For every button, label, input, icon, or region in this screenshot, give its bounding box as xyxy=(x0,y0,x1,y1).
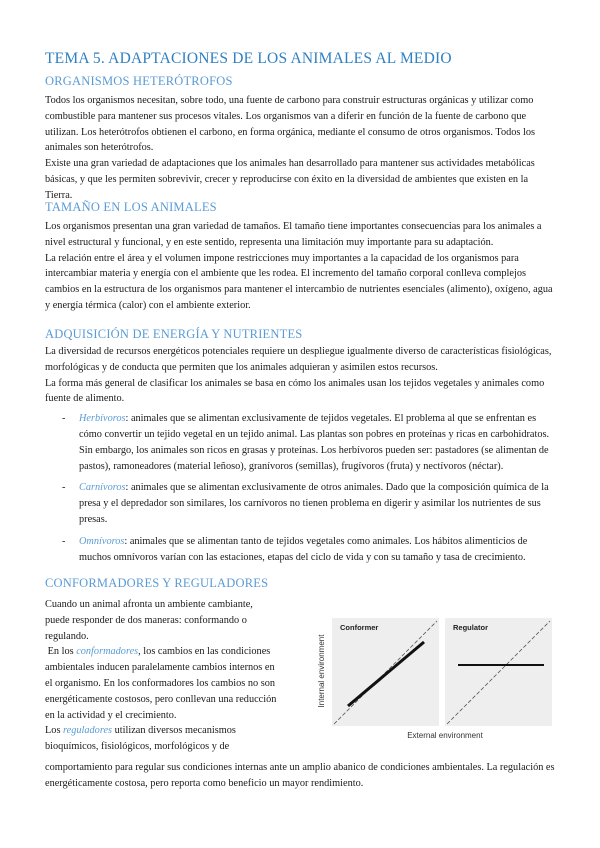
heading-heterotrofos: ORGANISMOS HETERÓTROFOS xyxy=(45,74,233,88)
list-item-omnivoros: - Omnívoros: animales que se alimentan tanto de tejidos vegetales como animales. Los hábitos alimenticios de muchos omnívoros varían con las estaciones, etapas del ciclo de vida y con su tamaño y tasa de crecimiento. xyxy=(62,535,528,563)
panel-regulator-title: Regulator xyxy=(453,623,489,632)
list-item-text: : animales que se alimentan tanto de tejidos vegetales como animales. Los hábitos alimenticios de muchos omnívoros varían con las estaciones, etapas del ciclo de vida y con su tamaño y tasa de crecimiento. xyxy=(79,535,528,563)
panel-conformer-title: Conformer xyxy=(340,623,379,632)
x-axis-label: External environment xyxy=(407,731,483,740)
diet-list xyxy=(45,411,557,565)
paragraph: Todos los organismos necesitan, sobre todo, una fuente de carbono para construir estructuras orgánicas y utilizar como combustible para mantener sus procesos vitales. Los organismos van a diferir en función de la fuente de carbono que utilizan. Los heterótrofos obtienen el carbono, en forma orgánica, mediante el consumo de otros organismos. Todos los animales son heterótrofos. xyxy=(45,95,535,154)
list-item-text: : animales que se alimentan exclusivamente de otros animales. Dado que la composición química de la presa y el depredador son similares, los carnívoros no tienen problema en digerir y asimilar los nutrientes de sus presas. xyxy=(79,482,549,525)
section-tamano xyxy=(45,200,557,314)
list-item-herbivoros: - Herbívoros: animales que se alimentan exclusivamente de tejidos vegetales. El problema al que se enfrentan es cómo convertir un tejido vegetal en un tejido animal. Las plantas son pobres en proteínas y ricas en carbohidratos. Sin embargo, los animales son ricos en grasas y proteínas. Los herbívoros pueden ser: pastadores (se alimentan de pastos), ramoneadores (material leñoso), granívoros (semillas), frugívoros (fruta) y nectívoros (néctar). xyxy=(62,413,550,472)
section-conformadores xyxy=(45,576,280,755)
section-adquisicion xyxy=(45,327,557,571)
paragraph: La diversidad de recursos energéticos potenciales requiere un despliegue igualmente diverso de características fisiológicas, morfológicas y de conducta que permiten que los animales adquieran y asimilen estos recursos. xyxy=(45,346,552,373)
term-conformadores: conformadores xyxy=(76,646,139,658)
paragraph: En los conformadores, los cambios en las condiciones ambientales inducen paralelamente cambios internos en el organismo. En los conformadores los cambios no son energéticamente costosos, pero conllevan una reducción en la actividad y el crecimiento. xyxy=(45,646,277,721)
section-heterotrofos xyxy=(45,74,557,204)
y-axis-label: Internal environment xyxy=(317,634,326,708)
paragraph: Existe una gran variedad de adaptaciones que los animales han desarrollado para mantener sus actividades metabólicas básicas, y que les permiten sobrevivir, crecer y reproducirse con éxito en la diversidad de ambientes que existen en la Tierra. xyxy=(45,158,535,201)
paragraph: Los reguladores utilizan diversos mecanismos bioquímicos, fisiológicos, morfológicos y de xyxy=(45,725,236,753)
paragraph: La relación entre el área y el volumen impone restricciones muy importantes a la capacidad de los organismos para intercambiar materia y energía con el ambiente que les rodea. El incremento del tamaño corporal conlleva complejos cambios en la estructura de los organismos para mantener el intercambio de nutrientes esenciales (alimento), oxígeno, agua y energía térmica (calor) con el ambiente exterior. xyxy=(45,252,553,311)
term-herbivoros: Herbívoros xyxy=(79,413,126,425)
title-block xyxy=(45,50,557,68)
list-item-carnivoros: - Carnívoros: animales que se alimentan exclusivamente de otros animales. Dado que la composición química de la presa y el depredador son similares, los carnívoros no tienen problema en digerir y asimilar los nutrientes de sus presas. xyxy=(62,482,549,525)
paragraph: La forma más general de clasificar los animales se basa en cómo los animales usan los tejidos vegetales y animales como fuente de alimento. xyxy=(45,377,545,405)
heading-adquisicion: ADQUISICIÓN DE ENERGÍA Y NUTRIENTES xyxy=(45,327,303,341)
term-carnivoros: Carnívoros xyxy=(79,482,126,494)
conformer-regulator-figure xyxy=(312,606,572,746)
paragraph: Cuando un animal afronta un ambiente cambiante, puede responder de dos maneras: conformando o regulando. xyxy=(45,599,253,642)
term-omnivoros: Omnívoros xyxy=(79,535,125,547)
paragraph: Los organismos presentan una gran variedad de tamaños. El tamaño tiene importantes consecuencias para los animales a nivel estructural y funcional, y en este sentido, representa una limitación muy importante para su adaptación. xyxy=(45,221,542,248)
section-conformadores-continued xyxy=(45,760,557,792)
heading-tamano: TAMAÑO EN LOS ANIMALES xyxy=(45,200,217,214)
heading-conformadores: CONFORMADORES Y REGULADORES xyxy=(45,576,269,590)
figure-svg xyxy=(312,606,572,746)
paragraph: comportamiento para regular sus condiciones internas ante un amplio abanico de condiciones ambientales. La regulación es energéticamente costosa, pero reporta como beneficio un mayor rendimiento. xyxy=(45,762,555,789)
page-title: TEMA 5. ADAPTACIONES DE LOS ANIMALES AL MEDIO xyxy=(45,50,452,67)
term-reguladores: reguladores xyxy=(63,725,113,737)
list-item-text: : animales que se alimentan exclusivamente de tejidos vegetales. El problema al que se enfrentan es cómo convertir un tejido vegetal en un tejido animal. Las plantas son pobres en proteínas y ricas en carbohidratos. Sin embargo, los animales son ricos en grasas y proteínas. Los herbívoros pueden ser: pastadores (se alimentan de pastos), ramoneadores (material leñoso), granívoros (semillas), frugívoros (fruta) y nectívoros (néctar). xyxy=(79,413,550,472)
